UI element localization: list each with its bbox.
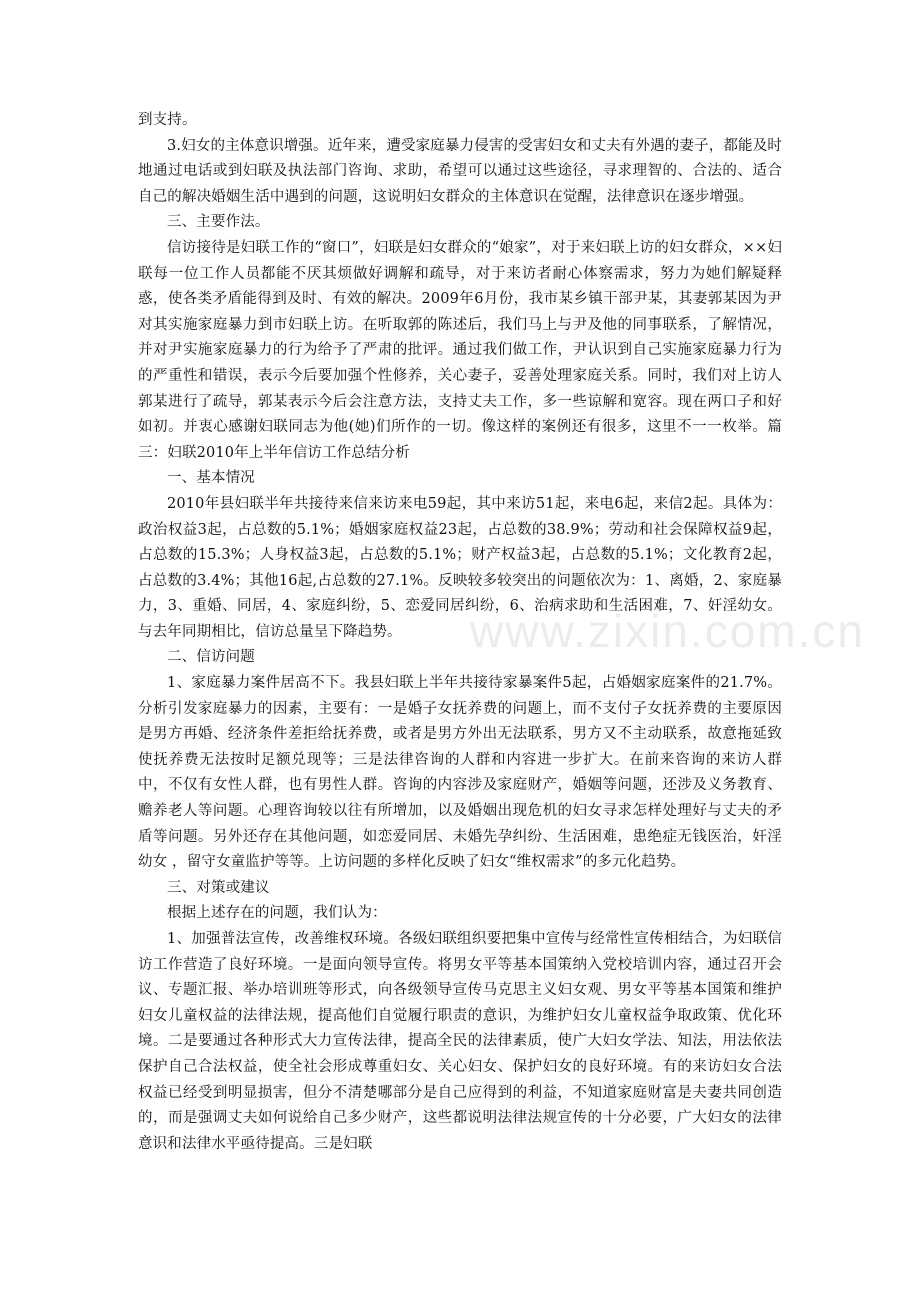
watermark: www.zixin.com.cn (470, 605, 865, 657)
paragraph-legal-publicity: 1、加强普法宣传，改善维权环境。各级妇联组织要把集中宣传与经常性宣传相结合，为妇联信访工作营造了良好环境。一是面向领导宣传。将男女平等基本国策纳入党校培训内容，通过召开会议、专题汇报、举办培训班等形式，向各级领导宣传马克思主义妇女观、男女平等基本国策和维护妇女儿童权益的法律法规，提高他们自觉履行职责的意识，为维护妇女儿童权益争取政策、优化环境。二是要通过各种形式大力宣传法律，提高全民的法律素质，使广大妇女学法、知法，用法依法保护自己合法权益，使全社会形成尊重妇女、关心妇女、保护妇女的良好环境。有的来访妇女合法权益已经受到明显损害，但分不清楚哪部分是自己应得到的利益，不知道家庭财富是夫妻共同创造的，而是强调丈夫如何说给自己多少财产，这些都说明法律法规宣传的十分必要，广大妇女的法律意识和法律水平亟待提高。三是妇联 (138, 931, 782, 1152)
paragraph-women-awareness: 3.妇女的主体意识增强。近年来，遭受家庭暴力侵害的受害妇女和丈夫有外遇的妻子，都能及时地通过电话或到妇联及执法部门咨询、求助，希望可以通过这些途径，寻求理智的、合法的、适合自己的解决婚姻生活中遇到的问题，这说明妇女群众的主体意识在觉醒，法律意识在逐步增强。 (138, 137, 782, 205)
paragraph-domestic-violence: 1、家庭暴力案件居高不下。我县妇联上半年共接待家暴案件5起，占婚姻家庭案件的21.7%。分析引发家庭暴力的因素，主要有：一是婚子女抚养费的问题上，而不支付子女抚养费的主要原因是男方再婚、经济条件差拒给抚养费，或者是男方外出无法联系，男方又不主动联系，故意拖延致使抚养费无法按时足额兑现等；三是法律咨询的人群和内容进一步扩大。在前来咨询的来访人群中，不仅有女性人群，也有男性人群。咨询的内容涉及家庭财产，婚姻等问题，还涉及义务教育、赡养老人等问题。心理咨询较以往有所增加，以及婚姻出现危机的妇女寻求怎样处理好与丈夫的矛盾等问题。另外还存在其他问题，如恋爱同居、未婚先孕纠纷、生活困难，患绝症无钱医治，奸淫幼女 ，留守女童监护等等。上访问题的多样化反映了妇女“维权需求”的多元化趋势。 (138, 675, 782, 871)
heading-petition-issues: 二、信访问题 (167, 649, 255, 666)
paragraph-petition-reception: 信访接待是妇联工作的“窗口”，妇联是妇女群众的“娘家”，对于来妇联上访的妇女群众，××妇联每一位工作人员都能不厌其烦做好调解和疏导，对于来访者耐心体察需求，努力为她们解疑释惑，使各类矛盾能得到及时、有效的解决。2009年6月份，我市某乡镇干部尹某，其妻郭某因为尹对其实施家庭暴力到市妇联上访。在听取郭的陈述后，我们马上与尹及他的同事联系，了解情况，并对尹实施家庭暴力的行为给予了严肃的批评。通过我们做工作，尹认识到自己实施家庭暴力行为的严重性和错误，表示今后要加强个性修养，关心妻子，妥善处理家庭关系。同时，我们对上访人郭某进行了疏导，郭某表示今后会注意方法，支持丈夫工作，多一些谅解和宽容。现在两口子和好如初。并衷心感谢妇联同志为他(她)们所作的一切。像这样的案例还有很多，这里不一一枚举。篇三：妇联2010年上半年信访工作总结分析 (138, 239, 782, 461)
heading-countermeasures: 三、对策或建议 (167, 879, 270, 896)
paragraph-continuation: 到支持。 (138, 112, 197, 128)
heading-main-practices: 三、主要作法。 (167, 214, 270, 231)
paragraph-intro-suggestions: 根据上述存在的问题，我们认为： (167, 905, 387, 922)
document-body (138, 108, 782, 1157)
paragraph-statistics: 2010年县妇联半年共接待来信来访来电59起，其中来访51起，来电6起，来信2起。具体为：政治权益3起，占总数的5.1%；婚姻家庭权益23起，占总数的38.9%；劳动和社会保障权益9起，占总数的15.3%；人身权益3起，占总数的5.1%；财产权益3起，占总数的5.1%；文化教育2起，占总数的3.4%；其他16起,占总数的27.1%。反映较多较突出的问题依次为：1、离婚，2、家庭暴力，3、重婚、同居，4、家庭纠纷，5、恋爱同居纠纷，6、治病求助和生活困难，7、奸淫幼女。与去年同期相比，信访总量呈下降趋势。 (138, 495, 782, 640)
heading-basic-situation: 一、基本情况 (167, 470, 255, 487)
